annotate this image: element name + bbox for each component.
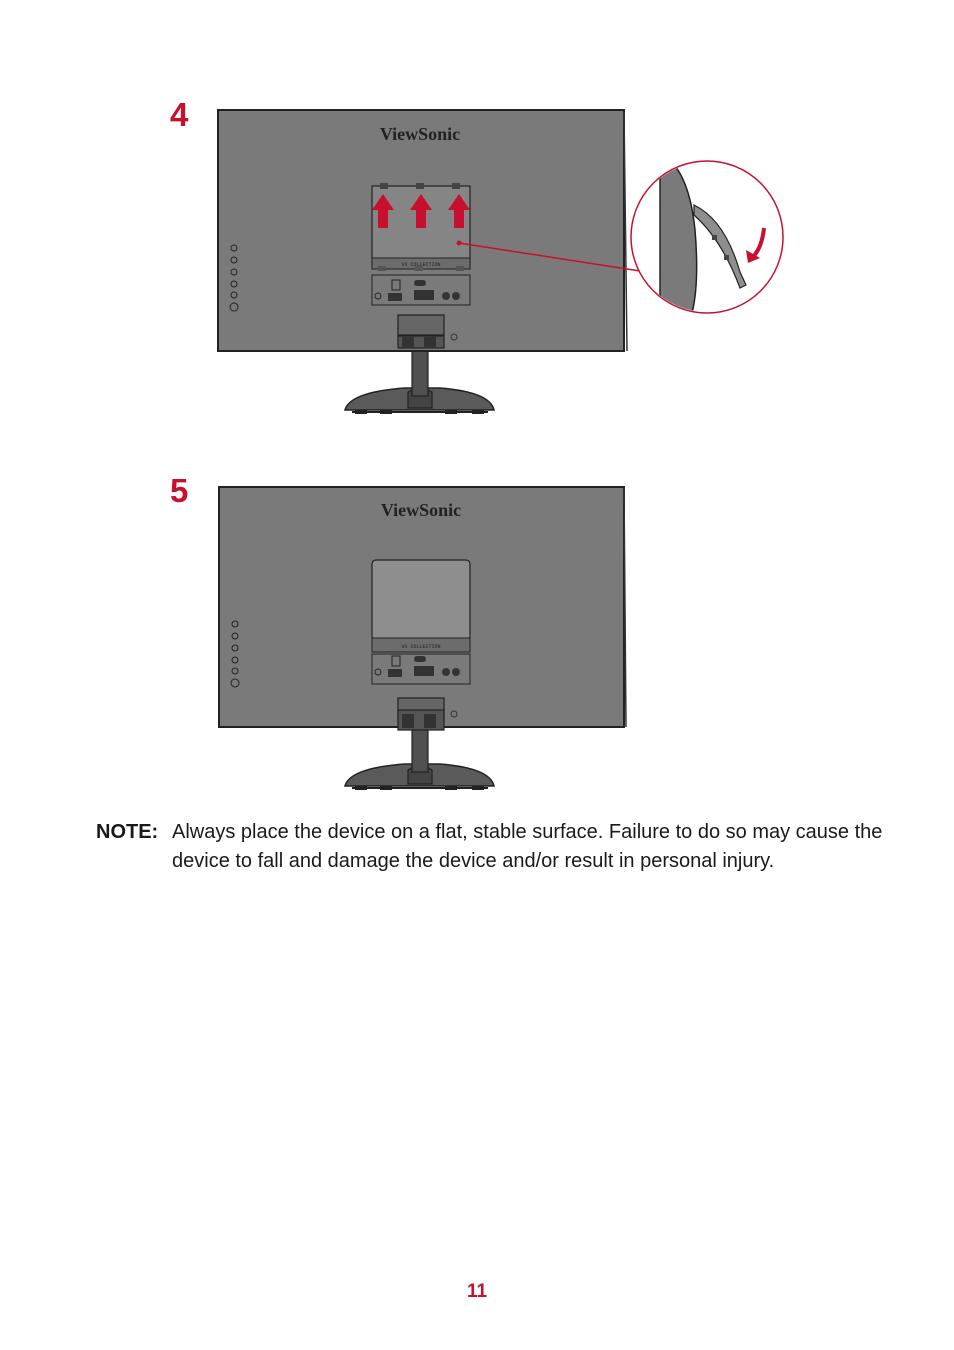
note-text: Always place the device on a flat, stable surface. Failure to do so may cause the device to fall and damage the device and/or result in personal injury. bbox=[172, 821, 883, 872]
step-5-figure bbox=[0, 470, 954, 810]
note-label: NOTE: bbox=[96, 821, 159, 843]
step-4-number: 4 bbox=[170, 96, 189, 133]
series-label-step4: VX COLLECTION bbox=[401, 262, 441, 268]
brand-logo-step4: ViewSonic bbox=[379, 124, 461, 144]
brand-logo-step5: ViewSonic bbox=[380, 500, 462, 520]
step-5-number: 5 bbox=[170, 472, 189, 509]
series-label-step5: VX COLLECTION bbox=[401, 644, 441, 650]
monitor-back-step5 bbox=[219, 487, 626, 790]
step-4-figure bbox=[0, 0, 954, 440]
zoom-detail bbox=[631, 160, 783, 320]
safety-note bbox=[96, 818, 896, 876]
page-number: 11 bbox=[466, 1281, 488, 1302]
